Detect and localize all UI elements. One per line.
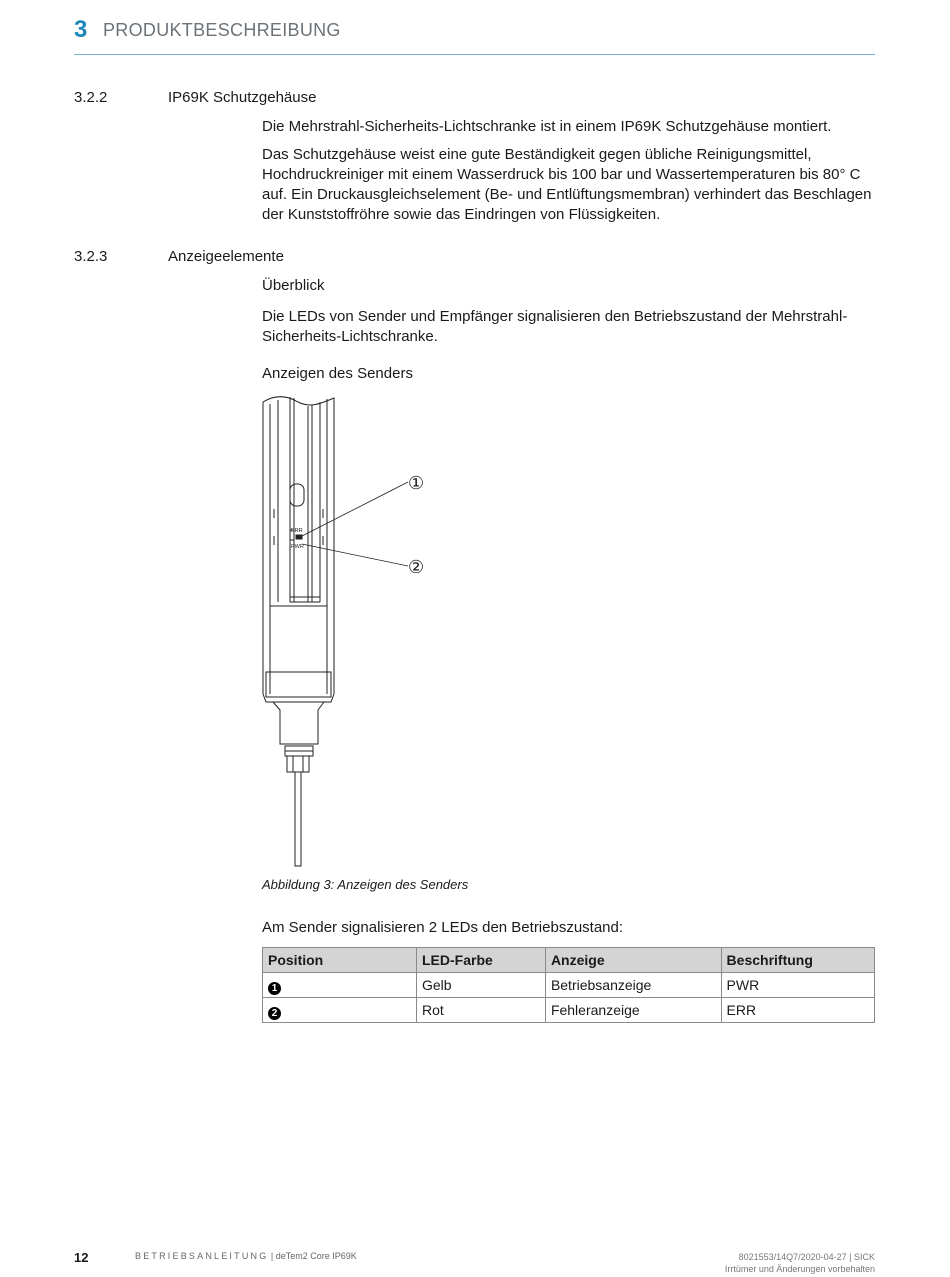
position-badge: 2: [268, 1007, 281, 1020]
section-322-paragraph-2: Das Schutzgehäuse weist eine gute Beständigkeit gegen übliche Reinigungsmittel, Hochdruckreiniger mit einem Wasserdruck bis 100 bar und Wassertemperaturen bis 80° C auf. Ein Druckausgleichselement (Be- und Entlüftungsmembran) verhindert das Beschlagen der Kunststoffröhre sowie das Eindringen von Flüssigkeiten.: [262, 146, 872, 223]
table-row: [263, 973, 875, 998]
figure-caption: Abbildung 3: Anzeigen des Senders: [262, 877, 469, 892]
footer-product: deTem2 Core IP69K: [275, 1251, 357, 1261]
table-row: [263, 998, 875, 1023]
cell-label: ERR: [721, 998, 874, 1023]
callout-2: ②: [408, 557, 425, 578]
section-322-title: IP69K Schutzgehäuse: [168, 89, 317, 106]
section-322-paragraph-1: Die Mehrstrahl-Sicherheits-Lichtschranke ist in einem IP69K Schutzgehäuse montiert.: [262, 118, 832, 135]
cell-label: PWR: [721, 973, 874, 998]
cell-position: [263, 998, 417, 1023]
header-led-color: LED-Farbe: [417, 948, 546, 973]
page-header: [74, 14, 875, 55]
overview-heading: Überblick: [262, 277, 325, 294]
position-badge: 1: [268, 982, 281, 995]
sender-device-figure: [258, 394, 438, 872]
header-display: Anzeige: [545, 948, 721, 973]
cell-display: Betriebsanzeige: [545, 973, 721, 998]
sender-heading: Anzeigen des Senders: [262, 365, 413, 382]
section-323-number: 3.2.3: [74, 248, 108, 265]
cell-color: Gelb: [417, 973, 546, 998]
cell-position: [263, 973, 417, 998]
section-323-title: Anzeigeelemente: [168, 248, 284, 265]
pwr-label: PWR: [291, 544, 304, 550]
footer-separator: |: [268, 1251, 276, 1261]
footer-disclaimer: Irrtümer und Änderungen vorbehalten: [724, 1264, 875, 1274]
footer-doc-info: [135, 1251, 357, 1261]
section-322-number: 3.2.2: [74, 89, 108, 106]
footer-doc-id: 8021553/14Q7/2020-04-27 | SICK: [738, 1252, 875, 1262]
header-label: Beschriftung: [721, 948, 874, 973]
overview-text: Die LEDs von Sender und Empfänger signalisieren den Betriebszustand der Mehrstrahl-Sicherheits-Lichtschranke.: [262, 308, 848, 345]
led-table: [262, 947, 875, 1023]
table-header-row: [263, 948, 875, 973]
header-position: Position: [263, 948, 417, 973]
err-label: ERR: [291, 528, 303, 534]
table-intro: Am Sender signalisieren 2 LEDs den Betriebszustand:: [262, 919, 624, 936]
chapter-number: 3: [74, 16, 88, 43]
chapter-title: PRODUKTBESCHREIBUNG: [103, 20, 341, 40]
cell-color: Rot: [417, 998, 546, 1023]
footer-doc-type: BETRIEBSANLEITUNG: [135, 1251, 269, 1261]
page-number: 12: [74, 1250, 89, 1265]
footer-right: [725, 1251, 875, 1275]
cell-display: Fehleranzeige: [545, 998, 721, 1023]
callout-1: ①: [408, 473, 425, 494]
